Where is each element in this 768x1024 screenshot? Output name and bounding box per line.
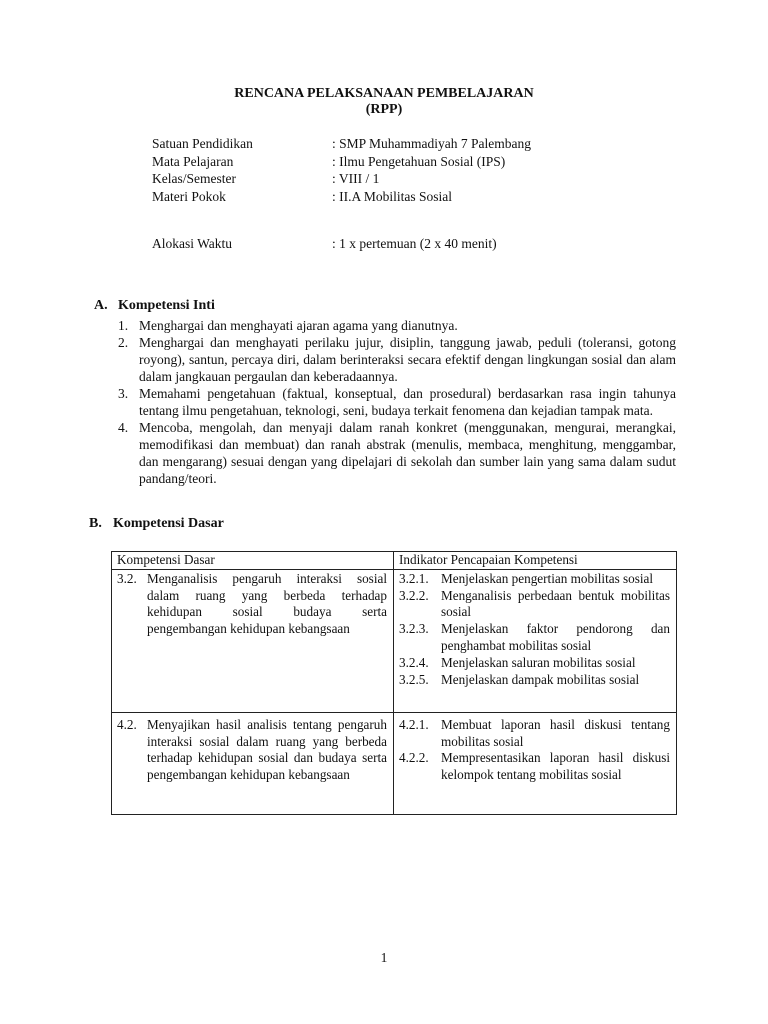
indicator-item bbox=[399, 655, 670, 672]
indicator-text: Menganalisis perbedaan bentuk mobilitas sosial bbox=[441, 587, 670, 620]
indicator-number: 4.2.1. bbox=[399, 716, 429, 732]
indicator-text: Menjelaskan faktor pendorong dan penghambat mobilitas sosial bbox=[441, 621, 670, 653]
indicator-item bbox=[399, 621, 670, 655]
indicator-text: Menjelaskan saluran mobilitas sosial bbox=[441, 654, 636, 670]
indicator-number: 3.2.2. bbox=[399, 587, 429, 603]
indicator-text: Membuat laporan hasil diskusi tentang mobilitas sosial bbox=[441, 716, 670, 749]
list-number: 1. bbox=[118, 318, 129, 333]
meta-label: Kelas/Semester bbox=[152, 171, 236, 186]
section-title: Kompetensi Dasar bbox=[113, 516, 224, 531]
page-number: 1 bbox=[380, 950, 388, 965]
meta-label: Satuan Pendidikan bbox=[152, 136, 253, 151]
meta-row-kelas bbox=[152, 171, 692, 189]
kd-cell bbox=[112, 569, 394, 712]
meta-value: : Ilmu Pengetahuan Sosial (IPS) bbox=[332, 153, 506, 169]
indicator-item bbox=[399, 571, 670, 588]
section-letter: A. bbox=[94, 298, 108, 313]
document-title: RENCANA PELAKSANAAN PEMBELAJARAN bbox=[234, 86, 534, 101]
indicator-number: 3.2.3. bbox=[399, 621, 429, 637]
indicator-text: Menjelaskan dampak mobilitas sosial bbox=[441, 671, 640, 687]
kompetensi-dasar-table bbox=[111, 551, 677, 815]
section-b-heading bbox=[89, 516, 224, 532]
meta-value: : 1 x pertemuan (2 x 40 menit) bbox=[332, 236, 497, 251]
document-subtitle: (RPP) bbox=[365, 102, 403, 117]
indicator-text: Mempresentasikan laporan hasil diskusi kelompok tentang mobilitas sosial bbox=[441, 750, 670, 783]
meta-label: Alokasi Waktu bbox=[152, 236, 233, 251]
list-item bbox=[118, 317, 676, 334]
meta-value: : SMP Muhammadiyah 7 Palembang bbox=[332, 136, 531, 151]
kd-item bbox=[117, 717, 387, 784]
meta-row-mapel bbox=[152, 154, 692, 172]
kd-number: 3.2. bbox=[117, 570, 137, 586]
kompetensi-inti-list bbox=[118, 317, 676, 487]
section-title: Kompetensi Inti bbox=[118, 298, 215, 313]
list-text: Mencoba, mengolah, dan menyaji dalam ranah konkret (menggunakan, mengurai, merangkai, memodifikasi dan membuat) dan ranah abstrak (menulis, membaca, menghitung, menggambar, dan mengarang) sesuai dengan yang dipelajari di sekolah dan sumber lain yang sama dalam sudut pandang/teori. bbox=[139, 420, 676, 486]
table-row bbox=[112, 712, 677, 814]
indicator-cell bbox=[394, 712, 677, 814]
table-header-cell: Kompetensi Dasar bbox=[112, 552, 394, 570]
kd-text: Menyajikan hasil analisis tentang pengaruh interaksi sosial dalam ruang yang berbeda terhadap kehidupan sosial dan budaya serta pengembangan kehidupan kebangsaan bbox=[147, 716, 387, 783]
indicator-number: 3.2.5. bbox=[399, 671, 429, 687]
identity-block bbox=[152, 136, 692, 254]
table-row bbox=[112, 569, 677, 712]
indicator-item bbox=[399, 717, 670, 751]
indicator-cell bbox=[394, 569, 677, 712]
meta-label: Mata Pelajaran bbox=[152, 153, 234, 169]
kd-cell bbox=[112, 712, 394, 814]
list-text: Memahami pengetahuan (faktual, konseptual, dan prosedural) berdasarkan rasa ingin tahunya tentang ilmu pengetahuan, teknologi, seni, budaya terkait fenomena dan kejadian tampak mata. bbox=[139, 386, 676, 418]
list-text: Menghargai dan menghayati perilaku jujur, disiplin, tanggung jawab, peduli (toleransi, gotong royong), santun, percaya diri, dalam berinteraksi secara efektif dengan lingkungan sosial dan alam dalam jangkauan pergaulan dan keberadaannya. bbox=[139, 335, 676, 384]
table-header-row bbox=[112, 552, 677, 570]
indicator-item bbox=[399, 672, 670, 689]
list-number: 2. bbox=[118, 335, 129, 350]
indicator-number: 3.2.1. bbox=[399, 570, 429, 586]
indicator-item bbox=[399, 750, 670, 784]
table-header-cell: Indikator Pencapaian Kompetensi bbox=[394, 552, 677, 570]
kd-item bbox=[117, 571, 387, 638]
indicator-text: Menjelaskan pengertian mobilitas sosial bbox=[441, 570, 654, 586]
indicator-item bbox=[399, 588, 670, 622]
list-item bbox=[118, 419, 676, 487]
list-number: 4. bbox=[118, 420, 129, 435]
indicator-number: 4.2.2. bbox=[399, 750, 429, 766]
kd-number: 4.2. bbox=[117, 716, 137, 732]
meta-row-alokasi bbox=[152, 236, 692, 254]
list-item bbox=[118, 334, 676, 385]
list-item bbox=[118, 385, 676, 419]
meta-label: Materi Pokok bbox=[152, 188, 226, 204]
meta-value: : VIII / 1 bbox=[332, 171, 380, 186]
meta-row-satuan bbox=[152, 136, 692, 154]
kd-text: Menganalisis pengaruh interaksi sosial dalam ruang yang berbeda terhadap kehidupan sosial budaya serta pengembangan kehidupan kebangsaan bbox=[147, 570, 387, 637]
section-a-heading bbox=[94, 298, 215, 314]
meta-value: : II.A Mobilitas Sosial bbox=[332, 188, 453, 204]
section-letter: B. bbox=[89, 516, 102, 531]
list-text: Menghargai dan menghayati ajaran agama yang dianutnya. bbox=[139, 318, 458, 333]
meta-row-materi bbox=[152, 189, 692, 207]
indicator-number: 3.2.4. bbox=[399, 654, 429, 670]
list-number: 3. bbox=[118, 386, 129, 401]
